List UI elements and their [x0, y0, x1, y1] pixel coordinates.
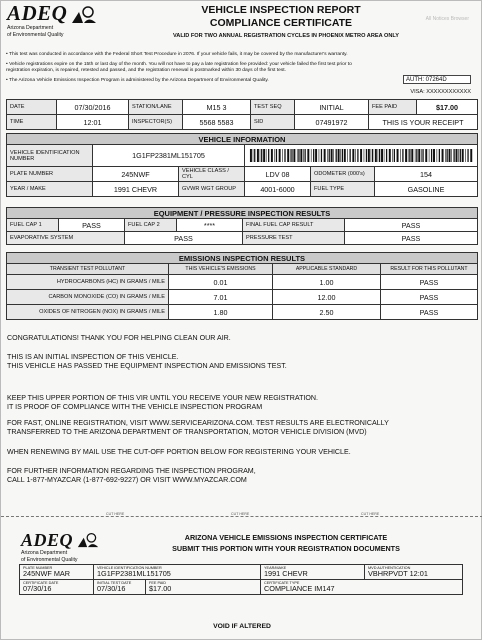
stub-plate-cell: [20, 565, 94, 580]
note-warranty: • This test was conducted in accordance with the Federal Short Test Procedure in 2076. If your vehicle fails, it may be covered by the manufacturer's warranty.: [6, 52, 348, 57]
pollutant-name: OXIDES OF NITROGEN (NOX) IN GRAMS / MILE: [7, 305, 169, 320]
inspectors-label: INSPECTOR(S): [129, 115, 183, 130]
logo-subtitle-1: Arizona Department: [7, 25, 54, 31]
date-label: DATE: [7, 100, 57, 115]
pollutant-standard: 1.00: [273, 275, 381, 290]
pollutant-result: PASS: [381, 275, 478, 290]
online-line-1: FOR FAST, ONLINE REGISTRATION, VISIT WWW.SERVICEARIZONA.COM. TEST RESULTS ARE ELECTRONICALLY: [7, 419, 389, 427]
mail-line: WHEN RENEWING BY MAIL USE THE CUT-OFF PORTION BELOW FOR REGISTERING YOUR VEHICLE.: [7, 448, 351, 456]
sid-label: SID: [251, 115, 295, 130]
year-make-value: 1991 CHEVR: [93, 182, 179, 197]
stub-mvd-label: MVD AUTHENTICATION: [368, 566, 411, 570]
auth-code: AUTH: 07264D: [403, 75, 471, 84]
cut-here-label: CUT HERE: [361, 512, 380, 516]
stub-cert-type-cell: [261, 580, 463, 595]
congrats-message: CONGRATULATIONS! THANK YOU FOR HELPING CLEAN OUR AIR.: [7, 334, 231, 342]
keep-line-2: IT IS PROOF OF COMPLIANCE WITH THE VEHICLE INSPECTION PROGRAM: [7, 403, 263, 411]
logo-subtitle-2: of Environmental Quality: [21, 557, 78, 563]
odometer-label: ODOMETER (000's): [311, 167, 375, 182]
validity-note: VALID FOR TWO ANNUAL REGISTRATION CYCLES IN PHOENIX METRO AREA ONLY: [172, 33, 400, 39]
barcode-icon: [248, 148, 474, 163]
fuel-cap-2-value: ****: [177, 219, 243, 232]
stub-fee-label: FEE PAID: [149, 581, 167, 585]
info-line-1: FOR FURTHER INFORMATION REGARDING THE INSPECTION PROGRAM,: [7, 467, 256, 475]
keep-line-1: KEEP THIS UPPER PORTION OF THIS VIR UNTIL YOU RECEIVE YOUR NEW REGISTRATION.: [7, 394, 318, 402]
plate-label: PLATE NUMBER: [7, 167, 93, 182]
date-value: 07/30/2016: [57, 100, 129, 115]
receipt-note: THIS IS YOUR RECEIPT: [369, 115, 478, 130]
cut-here-label: CUT HERE: [231, 512, 250, 516]
gvwr-label: GVWR WGT GROUP: [179, 182, 245, 197]
class-value: LDV 08: [245, 167, 311, 182]
pollutant-standard: 2.50: [273, 305, 381, 320]
stub-init-date-value: 07/30/16: [97, 584, 126, 593]
class-label: VEHICLE CLASS / CYL: [179, 167, 245, 182]
fee-label: FEE PAID: [369, 100, 417, 115]
time-value: 12:01: [57, 115, 129, 130]
pollutant-name: HYDROCARBONS (HC) IN GRAMS / MILE: [7, 275, 169, 290]
logo-subtitle-2: of Environmental Quality: [7, 32, 64, 38]
online-line-2: TRANSFERRED TO THE ARIZONA DEPARTMENT OF TRANSPORTATION, MOTOR VEHICLE DIVISION (MVD): [7, 428, 367, 436]
gvwr-value: 4001-6000: [245, 182, 311, 197]
passed-line: THIS VEHICLE HAS PASSED THE EQUIPMENT INSPECTION AND EMISSIONS TEST.: [7, 362, 287, 370]
vehicle-info-band: VEHICLE INFORMATION: [7, 134, 478, 145]
table-row: [7, 305, 478, 320]
faint-header-text: All Notices Browser: [425, 16, 469, 22]
stub-year-label: YEAR/MAKE: [264, 566, 287, 570]
fee-value: $17.00: [417, 100, 478, 115]
report-title: VEHICLE INSPECTION REPORT: [201, 4, 361, 16]
logo-wordmark: ADEQ: [21, 530, 74, 550]
arizona-sun-icon: [77, 531, 99, 548]
emissions-table: [6, 252, 478, 320]
pressure-test-label: PRESSURE TEST: [243, 232, 345, 245]
col-emissions: THIS VEHICLE'S EMISSIONS: [169, 264, 273, 275]
equipment-table: [6, 207, 478, 245]
plate-value: 245NWF: [93, 167, 179, 182]
pollutant-name: CARBON MONOXIDE (CO) IN GRAMS / MILE: [7, 290, 169, 305]
odometer-value: 154: [375, 167, 478, 182]
test-seq-value: INITIAL: [295, 100, 369, 115]
table-row: [7, 290, 478, 305]
test-seq-label: TEST SEQ: [251, 100, 295, 115]
stub-cert-type-label: CERTIFICATE TYPE: [264, 581, 300, 585]
visa-number: VISA: XXXXXXXXXXXX: [410, 89, 471, 95]
stub-fee-value: $17.00: [149, 584, 172, 593]
certificate-title: COMPLIANCE CERTIFICATE: [209, 17, 353, 29]
stub-fee-cell: [146, 580, 261, 595]
pressure-test-value: PASS: [345, 232, 478, 245]
year-make-label: YEAR / MAKE: [7, 182, 93, 197]
stub-year-cell: [261, 565, 365, 580]
table-row: [7, 275, 478, 290]
initial-inspection-line: THIS IS AN INITIAL INSPECTION OF THIS VEHICLE.: [7, 353, 179, 361]
void-if-altered: VOID IF ALTERED: [213, 623, 271, 630]
cut-here-label: CUT HERE: [106, 512, 125, 516]
col-result: RESULT FOR THIS POLLUTANT: [381, 264, 478, 275]
pollutant-standard: 12.00: [273, 290, 381, 305]
note-program: • The Arizona Vehicle Emissions Inspection Program is administered by the Arizona Department of Environmental Quality.: [6, 78, 269, 83]
fuel-cap-1-value: PASS: [59, 219, 125, 232]
stub-vin-label: VEHICLE IDENTIFICATION NUMBER: [97, 566, 162, 570]
stub-mvd-cell: [365, 565, 463, 580]
stub-vin-cell: [94, 565, 261, 580]
sid-value: 07491972: [295, 115, 369, 130]
note-registration: • Vehicle registrations expire on the 15th or last day of the month. You will not have to pay a late registration fee provided: your vehicle failed the first test prior to registration expiration, is repaired, retested and passed, and the registration renewal is postmarked within 30 days of the first test.: [6, 62, 352, 73]
fuel-type-value: GASOLINE: [375, 182, 478, 197]
stub-mvd-value: VBHRPVDT 12:01: [368, 569, 428, 578]
evaporative-label: EVAPORATIVE SYSTEM: [7, 232, 125, 245]
header: [1, 1, 482, 49]
stub-year-value: 1991 CHEVR: [264, 569, 308, 578]
stub-init-date-cell: [94, 580, 146, 595]
pollutant-value: 7.01: [169, 290, 273, 305]
fuel-type-label: FUEL TYPE: [311, 182, 375, 197]
lower-adeq-logo: [21, 531, 78, 563]
logo-wordmark: ADEQ: [7, 1, 68, 25]
vin-value: 1G1FP2381ML151705: [93, 145, 245, 167]
pollutant-result: PASS: [381, 305, 478, 320]
stub-cert-date-label: CERTIFICATE DATE: [23, 581, 59, 585]
vin-barcode: [245, 145, 478, 167]
stub-init-date-label: INITIAL TEST DATE: [97, 581, 132, 585]
vehicle-info-table: [6, 133, 478, 197]
station-label: STATION/LANE: [129, 100, 183, 115]
pollutant-result: PASS: [381, 290, 478, 305]
col-standard: APPLICABLE STANDARD: [273, 264, 381, 275]
stub-plate-value: 245NWF MAR: [23, 569, 71, 578]
logo-subtitle-1: Arizona Department: [21, 550, 68, 556]
vin-label: VEHICLE IDENTIFICATION NUMBER: [7, 145, 93, 167]
stub-cert-date-value: 07/30/16: [23, 584, 52, 593]
inspectors-value: 5568 5583: [183, 115, 251, 130]
evaporative-value: PASS: [125, 232, 243, 245]
pollutant-value: 1.80: [169, 305, 273, 320]
col-pollutant: TRANSIENT TEST POLLUTANT: [7, 264, 169, 275]
adeq-logo: [7, 3, 99, 37]
lower-certificate-title: ARIZONA VEHICLE EMISSIONS INSPECTION CERTIFICATE: [184, 533, 388, 542]
lower-submit-note: SUBMIT THIS PORTION WITH YOUR REGISTRATION DOCUMENTS: [172, 544, 400, 553]
info-line-2: CALL 1-877-MYAZCAR (1-877-692-9227) OR VISIT WWW.MYAZCAR.COM: [7, 476, 247, 484]
station-value: M15 3: [183, 100, 251, 115]
final-fuel-cap-value: PASS: [345, 219, 478, 232]
stub-plate-label: PLATE NUMBER: [23, 566, 53, 570]
arizona-sun-icon: [71, 4, 97, 24]
test-info-table: [6, 99, 478, 130]
cut-line[interactable]: [1, 516, 482, 517]
registration-stub-table: [19, 564, 463, 595]
fuel-cap-1-label: FUEL CAP 1: [7, 219, 59, 232]
stub-vin-value: 1G1FP2381ML151705: [97, 569, 171, 578]
pollutant-value: 0.01: [169, 275, 273, 290]
fuel-cap-2-label: FUEL CAP 2: [125, 219, 177, 232]
stub-cert-date-cell: [20, 580, 94, 595]
stub-cert-type-value: COMPLIANCE IM147: [264, 584, 335, 593]
equipment-band: EQUIPMENT / PRESSURE INSPECTION RESULTS: [7, 208, 478, 219]
emissions-band: EMISSIONS INSPECTION RESULTS: [7, 253, 478, 264]
time-label: TIME: [7, 115, 57, 130]
final-fuel-cap-label: FINAL FUEL CAP RESULT: [243, 219, 345, 232]
